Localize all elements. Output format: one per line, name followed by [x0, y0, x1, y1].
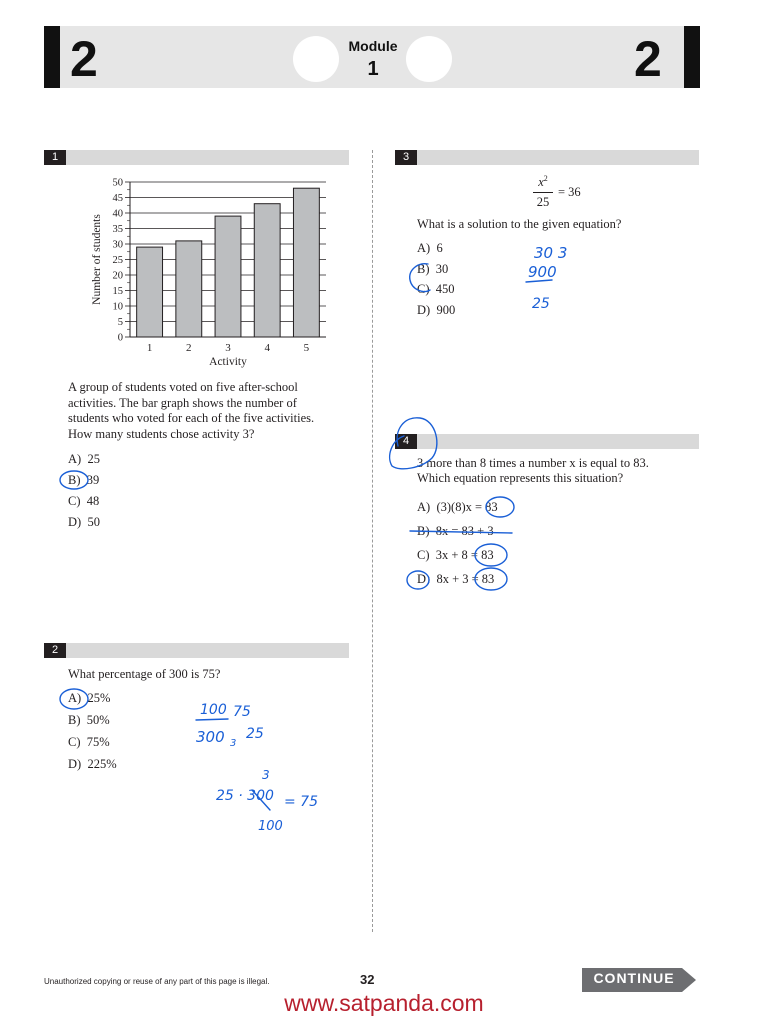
ink-q2-frac-bar [196, 719, 228, 720]
y-tick-label: 35 [112, 224, 123, 235]
y-tick-label: 15 [112, 286, 123, 297]
choice-d[interactable]: D) 900 [417, 302, 456, 317]
equation-rhs: = 36 [558, 185, 581, 199]
choice-b[interactable]: B) 50% [68, 713, 110, 727]
choice-d[interactable]: D) 8x + 3 = 83 [417, 572, 495, 586]
ink-q2-3: 3 [230, 738, 237, 749]
question-1-number: 1 [44, 150, 66, 165]
choice-c[interactable]: C) 75% [68, 735, 110, 749]
ink-q3-25: 25 [532, 296, 550, 312]
y-tick-label: 30 [112, 239, 123, 251]
ink-circle-q4-a [486, 497, 514, 517]
module-number: 1 [367, 58, 379, 80]
x-tick-label: 1 [146, 342, 153, 354]
question-4-text-line1: 3 more than 8 times a number x is equal to 83. [417, 456, 649, 470]
x-axis-title: Activity [209, 356, 247, 368]
choice-c[interactable]: C) 48 [68, 494, 100, 508]
footer-legal-notice: Unauthorized copying or reuse of any part of this page is illegal. [44, 977, 270, 986]
choice-a[interactable]: A) (3)(8)x = 83 [417, 500, 498, 514]
ink-circle-q3-b [410, 264, 430, 292]
choice-b[interactable]: B) 8x = 83 + 3 [417, 524, 494, 538]
x-tick-label: 5 [303, 342, 310, 354]
choice-c[interactable]: C) 3x + 8 = 83 [417, 548, 494, 562]
ink-q3-30: 30 3 [534, 244, 568, 262]
ink-q2-75: 75 [233, 704, 251, 720]
y-axis-title: Number of students [91, 214, 103, 305]
choice-a[interactable]: A) 6 [417, 241, 443, 255]
question-4-text-line2: Which equation represents this situation? [417, 471, 624, 485]
x-tick-label: 3 [225, 342, 231, 354]
x-tick-label: 2 [186, 342, 192, 354]
equation-denominator: 25 [536, 195, 550, 209]
y-tick-label: 20 [112, 270, 123, 282]
choice-c[interactable]: C) 450 [417, 282, 455, 296]
ink-q2-eq-25: 25 [246, 726, 264, 742]
ink-strike-q4-b [410, 531, 512, 533]
question-3-number: 3 [395, 150, 417, 165]
question-3-text: What is a solution to the given equation? [417, 217, 622, 231]
y-tick-label: 5 [117, 317, 123, 328]
ink-circle-q4-d [407, 571, 429, 589]
page-number: 32 [360, 972, 375, 987]
choice-d[interactable]: D) 50 [68, 515, 100, 529]
question-4-number: 4 [395, 434, 417, 449]
ink-q2-product: 25 · 300 [216, 788, 274, 804]
ink-circle-q1-b [60, 471, 88, 489]
choice-b[interactable]: B) 39 [68, 473, 100, 487]
ink-q2-100: 100 [200, 702, 227, 718]
ink-q2-100b: 100 [258, 819, 283, 834]
choice-a[interactable]: A) 25% [68, 691, 111, 705]
choice-b[interactable]: B) 30 [417, 261, 449, 276]
section-number-right: 2 [634, 31, 662, 87]
ink-circle-q2-a [60, 689, 88, 709]
ink-circle-q4-d-eq [475, 568, 507, 590]
choice-a[interactable]: A) 25 [68, 452, 100, 466]
module-label: Module [348, 38, 398, 54]
y-tick-label: 50 [112, 177, 123, 189]
ink-q2-300: 300 [196, 728, 225, 746]
equation-numerator: $x^2$ [538, 174, 548, 190]
y-tick-label: 40 [112, 208, 123, 220]
continue-label: CONTINUE [593, 970, 675, 986]
ink-q3-900: 900 [528, 263, 557, 281]
question-2-text: What percentage of 300 is 75? [68, 667, 221, 681]
y-tick-label: 0 [117, 332, 123, 344]
question-2-number: 2 [44, 643, 66, 658]
choice-d[interactable]: D) 225% [68, 757, 117, 771]
x-tick-label: 4 [264, 342, 270, 354]
ink-q2-eq-75: = 75 [284, 794, 318, 810]
ink-circle-q4-number [390, 418, 437, 469]
section-number-left: 2 [70, 31, 98, 87]
y-tick-label: 10 [112, 301, 123, 313]
website-watermark[interactable]: www.satpanda.com [284, 990, 484, 1016]
ink-q2-3b: 3 [262, 768, 270, 782]
y-tick-label: 45 [112, 193, 123, 204]
y-tick-label: 25 [112, 255, 123, 266]
ink-circle-q4-c [475, 544, 507, 566]
question-1-text: A group of students voted on five after-school activities. The bar graph shows the number of students who voted for each of the five activities. How many students chose activity 3? [68, 380, 315, 441]
